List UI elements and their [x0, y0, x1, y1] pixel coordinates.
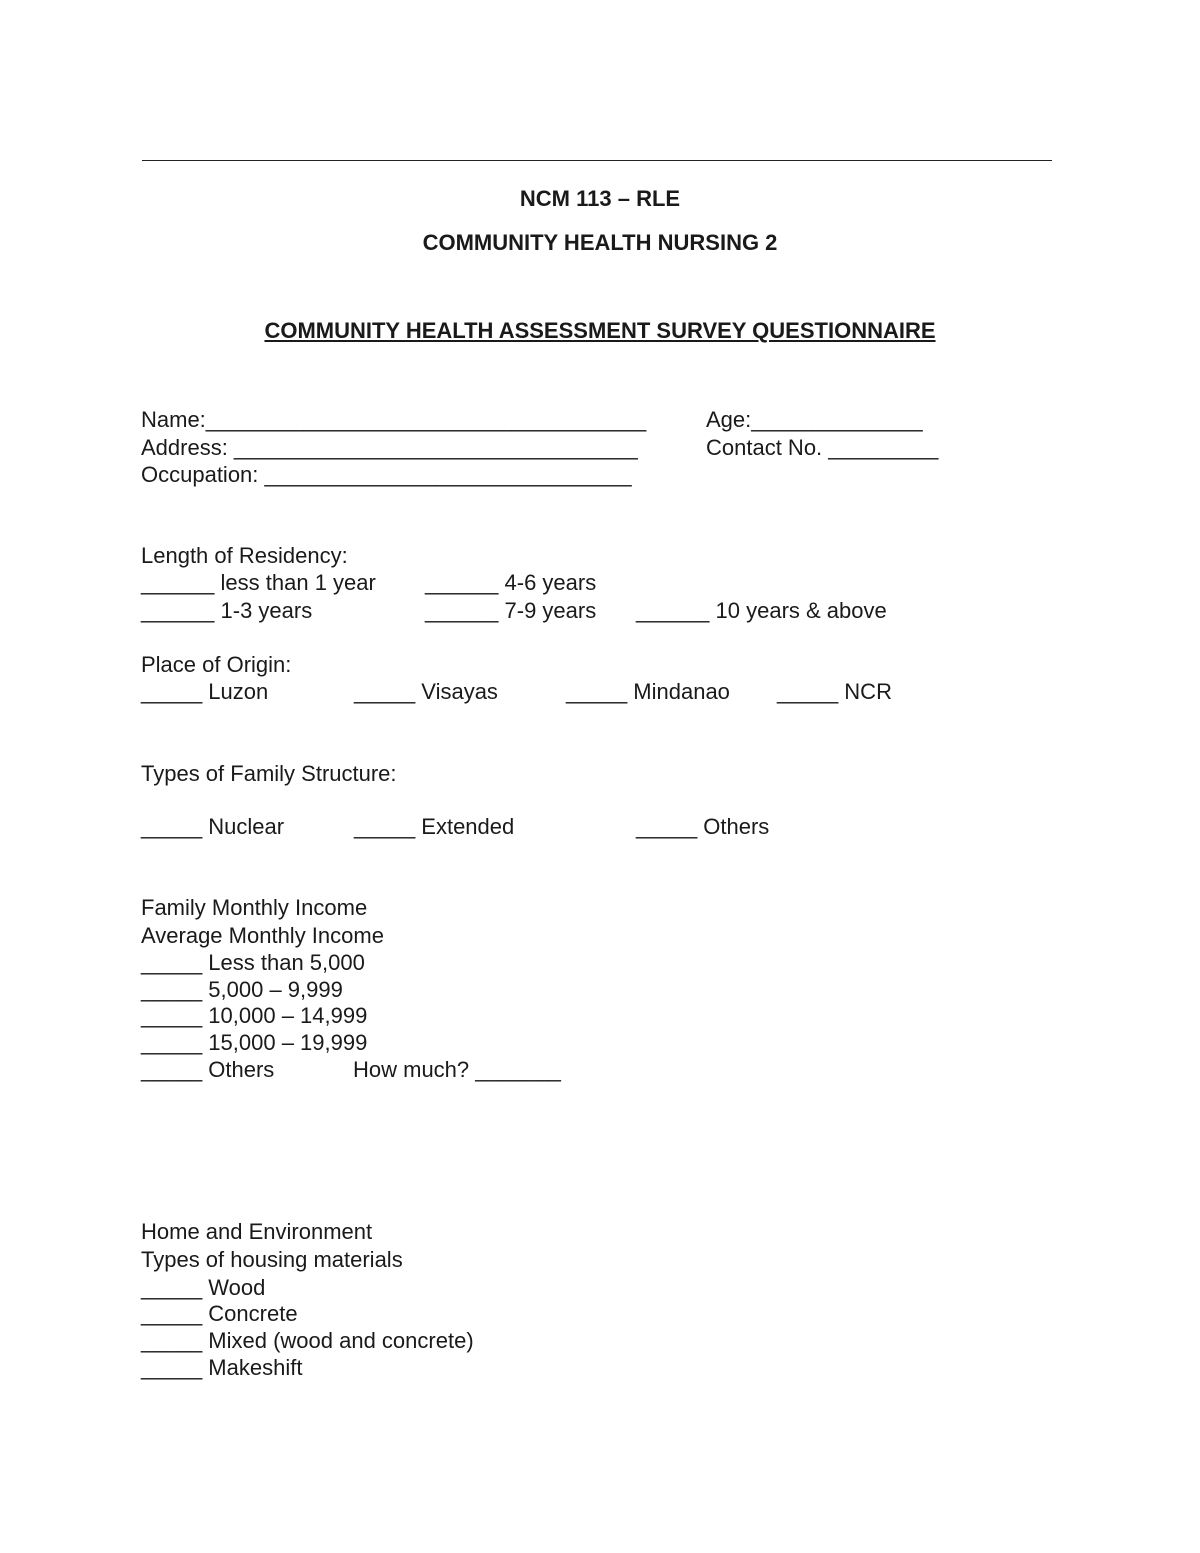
contact-field[interactable]: Contact No. _________ — [706, 435, 939, 460]
family-structure-label: Types of Family Structure: — [141, 761, 397, 786]
income-less-than-5000[interactable]: _____ Less than 5,000 — [141, 950, 365, 975]
name-field[interactable]: Name:____________________________________ — [141, 407, 647, 432]
family-others[interactable]: _____ Others — [636, 814, 770, 839]
origin-visayas[interactable]: _____ Visayas — [354, 679, 498, 704]
housing-concrete[interactable]: _____ Concrete — [141, 1301, 298, 1326]
subject-title: COMMUNITY HEALTH NURSING 2 — [422, 230, 778, 255]
residency-label: Length of Residency: — [141, 543, 348, 568]
housing-makeshift[interactable]: _____ Makeshift — [141, 1355, 303, 1380]
income-others[interactable]: _____ Others — [141, 1057, 275, 1082]
residency-4-6[interactable]: ______ 4-6 years — [425, 570, 597, 595]
housing-materials-label: Types of housing materials — [141, 1247, 403, 1272]
income-15000-19999[interactable]: _____ 15,000 – 19,999 — [141, 1030, 368, 1055]
occupation-field[interactable]: Occupation: ______________________________ — [141, 462, 632, 487]
family-extended[interactable]: _____ Extended — [354, 814, 515, 839]
income-10000-14999[interactable]: _____ 10,000 – 14,999 — [141, 1003, 368, 1028]
income-5000-9999[interactable]: _____ 5,000 – 9,999 — [141, 977, 343, 1002]
residency-less-than-1[interactable]: ______ less than 1 year — [141, 570, 376, 595]
income-how-much[interactable]: How much? _______ — [353, 1057, 561, 1082]
age-field[interactable]: Age:______________ — [706, 407, 923, 432]
family-nuclear[interactable]: _____ Nuclear — [141, 814, 285, 839]
origin-mindanao[interactable]: _____ Mindanao — [566, 679, 730, 704]
residency-10-above[interactable]: ______ 10 years & above — [636, 598, 887, 623]
form-title: COMMUNITY HEALTH ASSESSMENT SURVEY QUESTIONNAIRE — [264, 318, 936, 343]
origin-ncr[interactable]: _____ NCR — [777, 679, 892, 704]
residency-7-9[interactable]: ______ 7-9 years — [425, 598, 597, 623]
origin-luzon[interactable]: _____ Luzon — [141, 679, 269, 704]
residency-1-3[interactable]: ______ 1-3 years — [141, 598, 313, 623]
income-sublabel: Average Monthly Income — [141, 923, 384, 948]
income-label: Family Monthly Income — [141, 895, 368, 920]
origin-label: Place of Origin: — [141, 652, 292, 677]
housing-mixed[interactable]: _____ Mixed (wood and concrete) — [141, 1328, 474, 1353]
header-rule — [142, 160, 1052, 161]
address-field[interactable]: Address: _________________________________ — [141, 435, 638, 460]
housing-wood[interactable]: _____ Wood — [141, 1275, 266, 1300]
course-code: NCM 113 – RLE — [519, 186, 681, 211]
home-label: Home and Environment — [141, 1219, 373, 1244]
